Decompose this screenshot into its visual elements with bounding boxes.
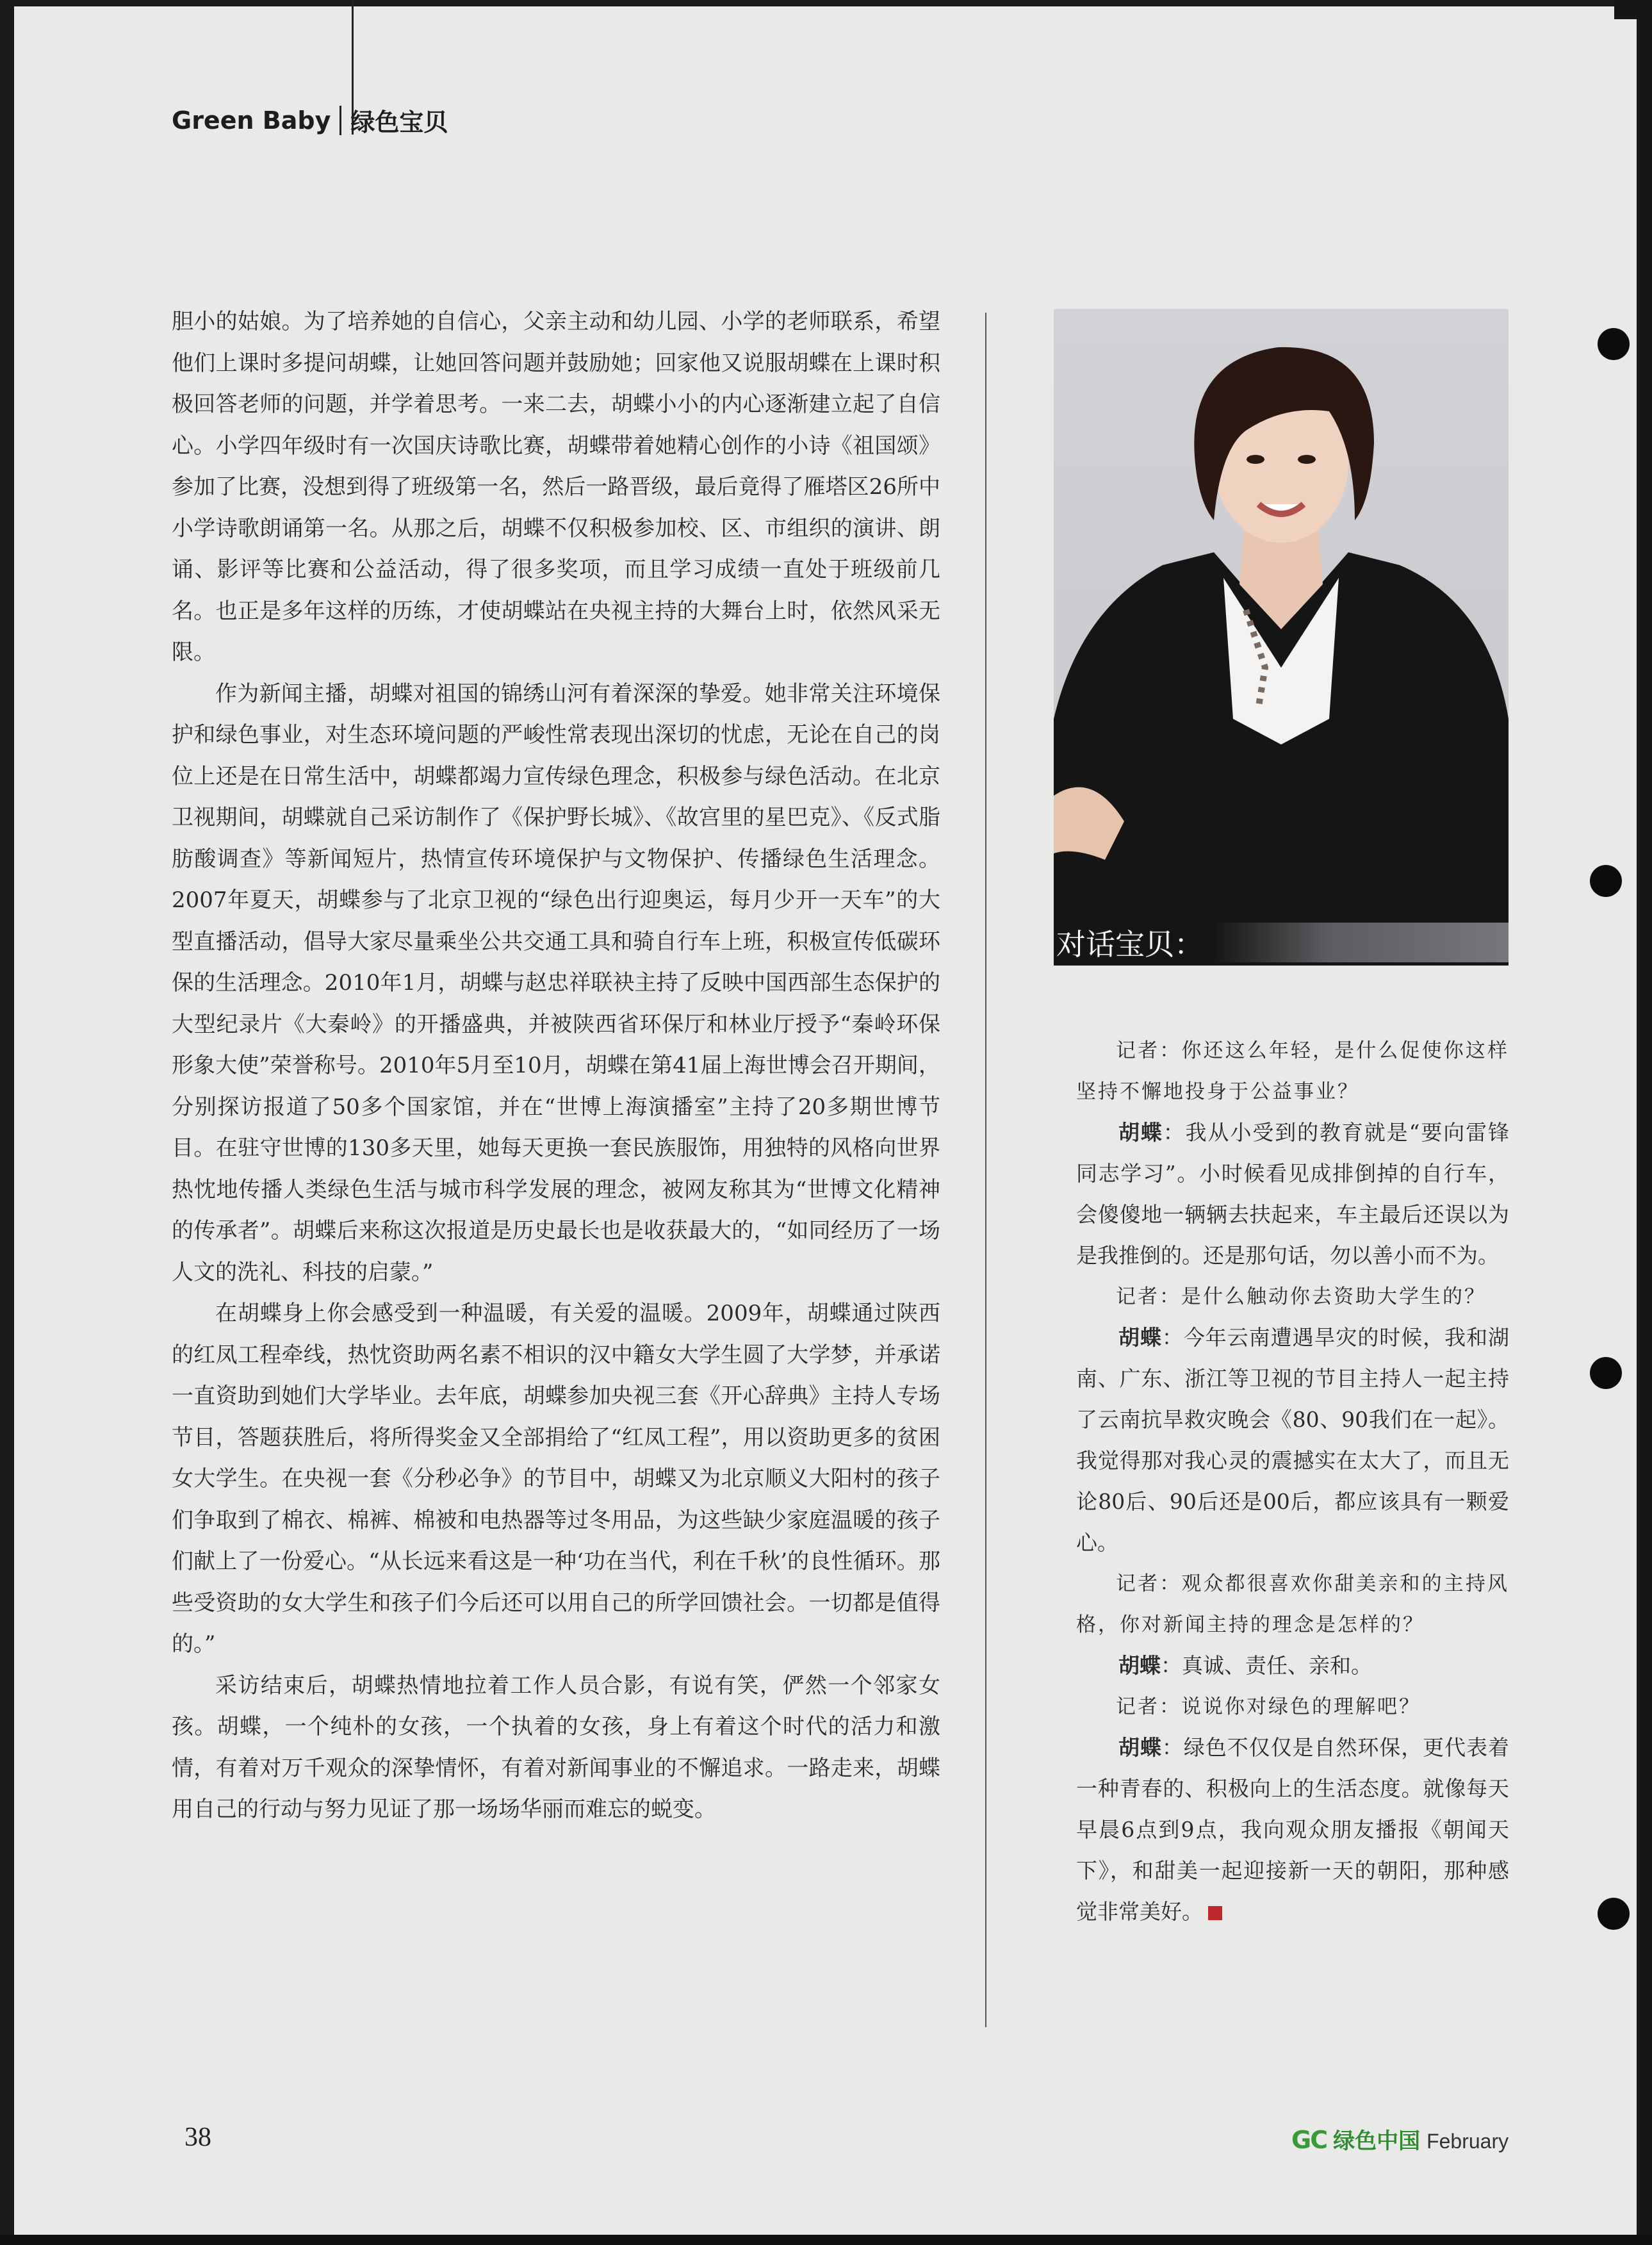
dialogue-caption [1054, 923, 1509, 962]
answer-text: ：绿色不仅仅是自然环保，更代表着一种青春的、积极向上的生活态度。就像每天早晨6点到9点，我向观众朋友播报《朝闻天下》，和甜美一起迎接新一天的朝阳，那种感觉非常美好。 [1076, 1735, 1510, 1924]
answer-text: ：我从小受到的教育就是“要向雷锋同志学习”。小时候看见成排倒掉的自行车，会傻傻地一辆辆去扶起来，车主最后还误以为是我推倒的。还是那句话，勿以善小而不为。 [1076, 1120, 1509, 1268]
section-header [172, 103, 448, 138]
page-bottom-shadow [0, 2235, 1652, 2245]
binder-hole-icon [1590, 1357, 1622, 1389]
binder-hole-icon [1590, 865, 1622, 897]
footer-brand [1291, 2123, 1509, 2155]
article-paragraph: 作为新闻主播，胡蝶对祖国的锦绣山河有着深深的挚爱。她非常关注环境保护和绿色事业，对生态环境问题的严峻性常表现出深切的忧虑，无论在自己的岗位上还是在日常生活中，胡蝶都竭力宣传绿色理念，积极参与绿色活动。在北京卫视期间，胡蝶就自己采访制作了《保护野长城》、《故宫里的星巴克》、《反式脂肪酸调查》等新闻短片，热情宣传环境保护与文物保护、传播绿色生活理念。2007年夏天，胡蝶参与了北京卫视的“绿色出行迎奥运，每月少开一天车”的大型直播活动，倡导大家尽量乘坐公共交通工具和骑自行车上班，积极宣传低碳环保的生活理念。2010年1月，胡蝶与赵忠祥联袂主持了反映中国西部生态保护的大型纪录片《大秦岭》的开播盛典，并被陕西省环保厅和林业厅授予“秦岭环保形象大使”荣誉称号。2010年5月至10月，胡蝶在第41届上海世博会召开期间，分别探访报道了50多个国家馆，并在“世博上海演播室”主持了20多期世博节目。在驻守世博的130多天里，她每天更换一套民族服饰，用独特的风格向世界热忱地传播人类绿色生活与城市科学发展的理念，被网友称其为“世博文化精神的传承者”。胡蝶后来称这次报道是历史最长也是收获最大的，“如同经历了一场人文的洗礼、科技的启蒙。” [172, 680, 940, 1285]
answer-speaker: 胡蝶 [1118, 1653, 1161, 1678]
interview-dialogue [1076, 1030, 1509, 1932]
interview-question: 记者：你还这么年轻，是什么促使你这样坚持不懈地投身于公益事业？ [1076, 1039, 1509, 1103]
interview-question: 记者：观众都很喜欢你甜美亲和的主持风格，你对新闻主持的理念是怎样的？ [1076, 1572, 1509, 1636]
article-paragraph: 胆小的姑娘。为了培养她的自信心，父亲主动和幼儿园、小学的老师联系，希望他们上课时多提问胡蝶，让她回答问题并鼓励她；回家他又说服胡蝶在上课时积极回答老师的问题，并学着思考。一来二去，胡蝶小小的内心逐渐建立起了自信心。小学四年级时有一次国庆诗歌比赛，胡蝶带着她精心创作的小诗《祖国颂》参加了比赛，没想到得了班级第一名，然后一路晋级，最后竟得了雁塔区26所中小学诗歌朗诵第一名。从那之后，胡蝶不仅积极参加校、区、市组织的演讲、朗诵、影评等比赛和公益活动，得了很多奖项，而且学习成绩一直处于班级前几名。也正是多年这样的历练，才使胡蝶站在央视主持的大舞台上时，依然风采无限。 [172, 309, 940, 665]
interview-question: 记者：说说你对绿色的理解吧？ [1116, 1695, 1421, 1718]
interview-answer [1076, 1112, 1509, 1276]
column-divider [985, 313, 986, 2027]
article-paragraph: 在胡蝶身上你会感受到一种温暖，有关爱的温暖。2009年，胡蝶通过陕西的红凤工程牵线，热忱资助两名素不相识的汉中籍女大学生圆了大学梦，并承诺一直资助到她们大学毕业。去年底，胡蝶参加央视三套《开心辞典》主持人专场节目，答题获胜后，将所得奖金又全部捐给了“红凤工程”，用以资助更多的贫困女大学生。在央视一套《分秒必争》的节目中，胡蝶又为北京顺义大阳村的孩子们争取到了棉衣、棉裤、棉被和电热器等过冬用品，为这些缺少家庭温暖的孩子们献上了一份爱心。“从长远来看这是一种‘功在当代，利在千秋’的良性循环。那些受资助的女大学生和孩子们今后还可以用自己的所学回馈社会。一切都是值得的。” [172, 1301, 940, 1657]
page-number: 38 [184, 2123, 211, 2152]
answer-text: ：真诚、责任、亲和。 [1161, 1653, 1372, 1678]
page-edge-shadow [1637, 0, 1652, 2245]
section-title-cn: 绿色宝贝 [350, 108, 448, 136]
interview-question: 记者：是什么触动你去资助大学生的？ [1116, 1285, 1486, 1308]
binder-hole-icon [1598, 1898, 1630, 1930]
answer-speaker: 胡蝶 [1118, 1325, 1162, 1350]
issue-month: February [1427, 2130, 1509, 2153]
dialogue-caption-text: 对话宝贝： [1056, 927, 1204, 962]
page-corner-shadow [1614, 0, 1652, 19]
magazine-name: 绿色中国 [1333, 2128, 1421, 2154]
header-separator [339, 106, 341, 135]
section-title-en: Green Baby [172, 106, 331, 135]
answer-speaker: 胡蝶 [1118, 1120, 1163, 1145]
article-end-mark [1208, 1906, 1222, 1920]
article-paragraph: 采访结束后，胡蝶热情地拉着工作人员合影，有说有笑，俨然一个邻家女孩。胡蝶，一个纯朴的女孩，一个执着的女孩，身上有着这个时代的活力和激情，有着对万千观众的深挚情怀，有着对新闻事业的不懈追求。一路走来，胡蝶用自己的行动与努力见证了那一场场华丽而难忘的蜕变。 [172, 1672, 940, 1822]
answer-text: ：今年云南遭遇旱灾的时候，我和湖南、广东、浙江等卫视的节目主持人一起主持了云南抗旱救灾晚会《80、90我们在一起》。我觉得那对我心灵的震撼实在太大了，而且无论80后、90后还是00后，都应该具有一颗爱心。 [1076, 1325, 1510, 1555]
binder-hole-icon [1598, 328, 1630, 360]
interview-answer [1076, 1727, 1509, 1932]
interview-answer [1076, 1645, 1509, 1686]
article-body [172, 301, 940, 1830]
portrait-photo [1054, 309, 1509, 966]
answer-speaker: 胡蝶 [1118, 1735, 1162, 1760]
gc-logo-icon: GC [1291, 2126, 1327, 2154]
interview-answer [1076, 1317, 1509, 1563]
